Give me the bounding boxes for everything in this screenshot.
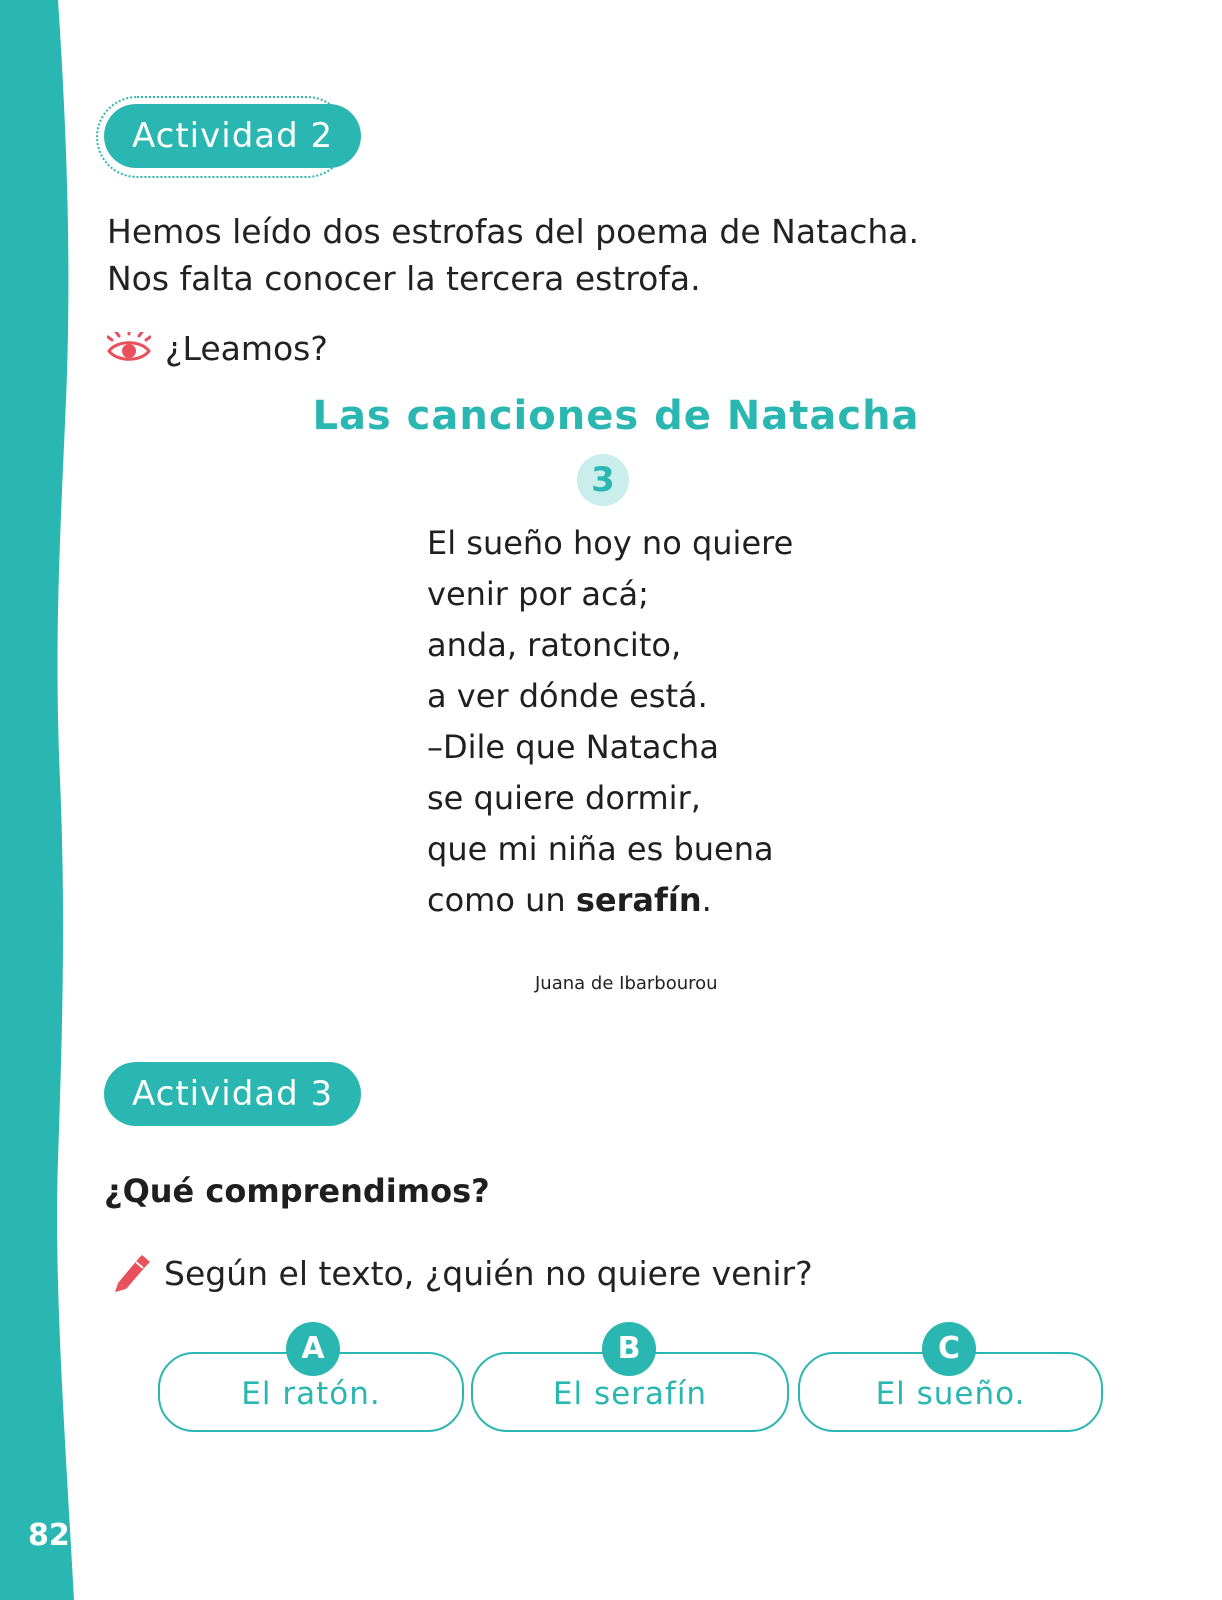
poem-stanza (427, 518, 793, 926)
poem-line: se quiere dormir, (427, 779, 701, 817)
page-number: 82 (28, 1518, 70, 1553)
activity-3-label: Actividad 3 (104, 1062, 361, 1126)
poem-last-line (427, 875, 793, 926)
poem-last-line-end: . (701, 881, 712, 919)
option-a-text: El ratón. (241, 1376, 381, 1412)
option-c-text: El sueño. (875, 1376, 1026, 1412)
poem-line: venir por acá; (427, 575, 649, 613)
option-b-letter: B (602, 1322, 656, 1376)
pencil-icon (112, 1253, 152, 1293)
poem-line: El sueño hoy no quiere (427, 524, 794, 562)
comprehension-heading: ¿Qué comprendimos? (104, 1172, 490, 1210)
comprehension-question (112, 1248, 813, 1298)
question-text: Según el texto, ¿quién no quiere venir? (164, 1253, 813, 1293)
option-c-letter: C (922, 1322, 976, 1376)
intro-line-2: Nos falta conocer la tercera estrofa. (107, 259, 701, 298)
poem-title: Las canciones de Natacha (312, 393, 920, 439)
activity-2-intro (107, 208, 919, 302)
activity-2-label: Actividad 2 (104, 104, 361, 168)
intro-line-1: Hemos leído dos estrofas del poema de Natacha. (107, 212, 919, 251)
option-a-letter: A (286, 1322, 340, 1376)
option-c[interactable] (798, 1331, 1103, 1432)
page-side-band (0, 0, 110, 1600)
read-prompt-text: ¿Leamos? (165, 328, 328, 368)
poem-line: anda, ratoncito, (427, 626, 682, 664)
stanza-number: 3 (577, 454, 629, 506)
option-a[interactable] (158, 1331, 464, 1432)
eye-icon (107, 332, 151, 364)
poem-author: Juana de Ibarbourou (535, 973, 718, 994)
poem-line: –Dile que Natacha (427, 728, 719, 766)
poem-line: a ver dónde está. (427, 677, 708, 715)
poem-line: que mi niña es buena (427, 830, 774, 868)
read-prompt (107, 325, 328, 371)
option-b[interactable] (471, 1331, 789, 1432)
poem-last-line-start: como un (427, 881, 576, 919)
poem-bold-word: serafín (575, 881, 702, 919)
option-b-text: El serafín (552, 1376, 708, 1412)
